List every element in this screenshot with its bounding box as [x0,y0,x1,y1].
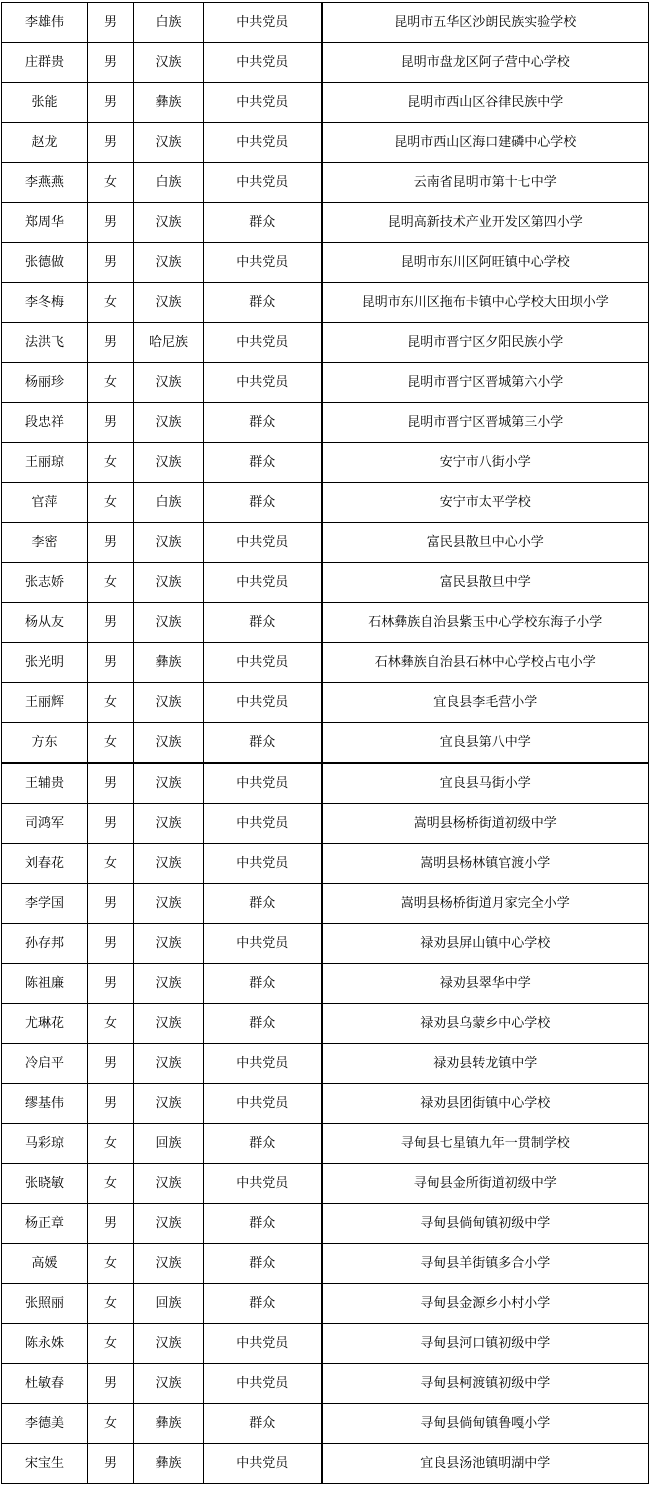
gender-cell: 男 [88,884,134,924]
gender-cell: 男 [88,123,134,163]
table-row [2,163,649,203]
table-row [2,203,649,243]
ethnicity-cell: 汉族 [134,804,204,844]
name-cell: 李密 [2,523,88,563]
table-row [2,403,649,443]
ethnicity-cell: 汉族 [134,723,204,764]
school-cell: 昆明市晋宁区晋城第六小学 [322,363,649,403]
gender-cell: 男 [88,403,134,443]
table-body [2,3,649,1484]
political-status-cell: 群众 [204,403,322,443]
ethnicity-cell: 汉族 [134,523,204,563]
school-cell: 安宁市八街小学 [322,443,649,483]
table-row [2,964,649,1004]
gender-cell: 男 [88,643,134,683]
political-status-cell: 群众 [204,603,322,643]
name-cell: 高媛 [2,1244,88,1284]
school-cell: 寻甸县七星镇九年一贯制学校 [322,1124,649,1164]
gender-cell: 男 [88,1444,134,1484]
political-status-cell: 群众 [204,1004,322,1044]
name-cell: 王辅贵 [2,763,88,804]
table-row [2,723,649,764]
gender-cell: 女 [88,483,134,523]
gender-cell: 男 [88,243,134,283]
school-cell: 禄劝县屏山镇中心学校 [322,924,649,964]
ethnicity-cell: 汉族 [134,763,204,804]
school-cell: 昆明市西山区谷律民族中学 [322,83,649,123]
ethnicity-cell: 汉族 [134,924,204,964]
table-row [2,1124,649,1164]
gender-cell: 女 [88,1404,134,1444]
school-cell: 禄劝县翠华中学 [322,964,649,1004]
name-cell: 官萍 [2,483,88,523]
name-cell: 李燕燕 [2,163,88,203]
ethnicity-cell: 汉族 [134,1204,204,1244]
political-status-cell: 中共党员 [204,924,322,964]
school-cell: 昆明市东川区阿旺镇中心学校 [322,243,649,283]
name-cell: 李德美 [2,1404,88,1444]
gender-cell: 男 [88,964,134,1004]
table-row [2,43,649,83]
name-cell: 陈永姝 [2,1324,88,1364]
political-status-cell: 中共党员 [204,1364,322,1404]
personnel-table [1,2,649,1484]
ethnicity-cell: 汉族 [134,363,204,403]
gender-cell: 女 [88,443,134,483]
school-cell: 昆明市盘龙区阿子营中心学校 [322,43,649,83]
name-cell: 宋宝生 [2,1444,88,1484]
political-status-cell: 中共党员 [204,563,322,603]
table-row [2,884,649,924]
political-status-cell: 群众 [204,884,322,924]
ethnicity-cell: 汉族 [134,1004,204,1044]
school-cell: 寻甸县柯渡镇初级中学 [322,1364,649,1404]
table-row [2,83,649,123]
name-cell: 李冬梅 [2,283,88,323]
ethnicity-cell: 汉族 [134,1044,204,1084]
school-cell: 禄劝县乌蒙乡中心学校 [322,1004,649,1044]
political-status-cell: 中共党员 [204,3,322,43]
name-cell: 段忠祥 [2,403,88,443]
gender-cell: 男 [88,1364,134,1404]
table-row [2,563,649,603]
table-row [2,804,649,844]
table-row [2,1204,649,1244]
ethnicity-cell: 汉族 [134,403,204,443]
table-row [2,1404,649,1444]
name-cell: 郑周华 [2,203,88,243]
ethnicity-cell: 白族 [134,3,204,43]
name-cell: 杨从友 [2,603,88,643]
name-cell: 张照丽 [2,1284,88,1324]
name-cell: 缪基伟 [2,1084,88,1124]
table-row [2,1284,649,1324]
gender-cell: 男 [88,1044,134,1084]
table-row [2,3,649,43]
table-row [2,924,649,964]
gender-cell: 女 [88,683,134,723]
table-row [2,603,649,643]
gender-cell: 男 [88,804,134,844]
table-row [2,844,649,884]
name-cell: 冷启平 [2,1044,88,1084]
school-cell: 宜良县第八中学 [322,723,649,764]
name-cell: 张德做 [2,243,88,283]
political-status-cell: 群众 [204,1124,322,1164]
gender-cell: 女 [88,283,134,323]
gender-cell: 男 [88,203,134,243]
table-row [2,643,649,683]
political-status-cell: 中共党员 [204,763,322,804]
school-cell: 寻甸县金源乡小村小学 [322,1284,649,1324]
ethnicity-cell: 汉族 [134,43,204,83]
political-status-cell: 群众 [204,443,322,483]
political-status-cell: 中共党员 [204,163,322,203]
ethnicity-cell: 汉族 [134,123,204,163]
table-row [2,683,649,723]
political-status-cell: 群众 [204,483,322,523]
school-cell: 寻甸县河口镇初级中学 [322,1324,649,1364]
table-row [2,243,649,283]
political-status-cell: 中共党员 [204,243,322,283]
political-status-cell: 群众 [204,1404,322,1444]
school-cell: 昆明市晋宁区晋城第三小学 [322,403,649,443]
political-status-cell: 中共党员 [204,1324,322,1364]
gender-cell: 女 [88,1004,134,1044]
gender-cell: 男 [88,763,134,804]
gender-cell: 女 [88,1324,134,1364]
political-status-cell: 中共党员 [204,43,322,83]
name-cell: 法洪飞 [2,323,88,363]
political-status-cell: 中共党员 [204,643,322,683]
name-cell: 马彩琼 [2,1124,88,1164]
school-cell: 石林彝族自治县石林中心学校占屯小学 [322,643,649,683]
school-cell: 禄劝县团街镇中心学校 [322,1084,649,1124]
gender-cell: 男 [88,83,134,123]
political-status-cell: 中共党员 [204,804,322,844]
school-cell: 嵩明县杨桥街道月家完全小学 [322,884,649,924]
political-status-cell: 群众 [204,1284,322,1324]
table-row [2,123,649,163]
ethnicity-cell: 彝族 [134,1404,204,1444]
name-cell: 孙存邦 [2,924,88,964]
ethnicity-cell: 彝族 [134,83,204,123]
ethnicity-cell: 汉族 [134,1084,204,1124]
table-row [2,483,649,523]
school-cell: 昆明市五华区沙朗民族实验学校 [322,3,649,43]
ethnicity-cell: 汉族 [134,884,204,924]
gender-cell: 女 [88,1164,134,1204]
ethnicity-cell: 汉族 [134,443,204,483]
school-cell: 云南省昆明市第十七中学 [322,163,649,203]
name-cell: 王丽琼 [2,443,88,483]
political-status-cell: 中共党员 [204,363,322,403]
name-cell: 张光明 [2,643,88,683]
name-cell: 张志娇 [2,563,88,603]
table-row [2,1364,649,1404]
political-status-cell: 群众 [204,723,322,764]
table-row [2,1244,649,1284]
gender-cell: 男 [88,43,134,83]
school-cell: 寻甸县倘甸镇鲁嘎小学 [322,1404,649,1444]
name-cell: 庄群贵 [2,43,88,83]
gender-cell: 女 [88,1124,134,1164]
political-status-cell: 中共党员 [204,523,322,563]
political-status-cell: 群众 [204,283,322,323]
ethnicity-cell: 汉族 [134,844,204,884]
table-row [2,1324,649,1364]
ethnicity-cell: 汉族 [134,1364,204,1404]
gender-cell: 男 [88,3,134,43]
gender-cell: 男 [88,924,134,964]
political-status-cell: 中共党员 [204,323,322,363]
gender-cell: 男 [88,603,134,643]
gender-cell: 女 [88,1284,134,1324]
table-row [2,1084,649,1124]
ethnicity-cell: 汉族 [134,603,204,643]
ethnicity-cell: 白族 [134,483,204,523]
gender-cell: 女 [88,563,134,603]
ethnicity-cell: 汉族 [134,283,204,323]
ethnicity-cell: 汉族 [134,1244,204,1284]
gender-cell: 女 [88,1244,134,1284]
gender-cell: 女 [88,723,134,764]
table-row [2,1004,649,1044]
political-status-cell: 中共党员 [204,844,322,884]
school-cell: 宜良县马街小学 [322,763,649,804]
political-status-cell: 群众 [204,203,322,243]
political-status-cell: 群众 [204,1244,322,1284]
school-cell: 昆明市晋宁区夕阳民族小学 [322,323,649,363]
ethnicity-cell: 回族 [134,1284,204,1324]
political-status-cell: 中共党员 [204,1084,322,1124]
table-row [2,363,649,403]
gender-cell: 女 [88,163,134,203]
name-cell: 司鸿军 [2,804,88,844]
gender-cell: 男 [88,1204,134,1244]
name-cell: 刘春花 [2,844,88,884]
table-row [2,763,649,804]
political-status-cell: 中共党员 [204,123,322,163]
school-cell: 昆明市西山区海口建磷中心学校 [322,123,649,163]
school-cell: 昆明高新技术产业开发区第四小学 [322,203,649,243]
school-cell: 禄劝县转龙镇中学 [322,1044,649,1084]
school-cell: 宜良县汤池镇明湖中学 [322,1444,649,1484]
ethnicity-cell: 彝族 [134,1444,204,1484]
gender-cell: 女 [88,844,134,884]
ethnicity-cell: 汉族 [134,203,204,243]
ethnicity-cell: 白族 [134,163,204,203]
table-row [2,1044,649,1084]
political-status-cell: 中共党员 [204,1444,322,1484]
name-cell: 杨正章 [2,1204,88,1244]
name-cell: 李学国 [2,884,88,924]
table-row [2,1164,649,1204]
ethnicity-cell: 汉族 [134,243,204,283]
political-status-cell: 中共党员 [204,683,322,723]
school-cell: 石林彝族自治县紫玉中心学校东海子小学 [322,603,649,643]
ethnicity-cell: 汉族 [134,1324,204,1364]
name-cell: 王丽辉 [2,683,88,723]
name-cell: 张晓敏 [2,1164,88,1204]
political-status-cell: 中共党员 [204,83,322,123]
name-cell: 陈祖廉 [2,964,88,1004]
political-status-cell: 中共党员 [204,1044,322,1084]
school-cell: 寻甸县羊街镇多合小学 [322,1244,649,1284]
ethnicity-cell: 彝族 [134,643,204,683]
school-cell: 宜良县李毛营小学 [322,683,649,723]
school-cell: 安宁市太平学校 [322,483,649,523]
school-cell: 富民县散旦中学 [322,563,649,603]
gender-cell: 男 [88,323,134,363]
table-row [2,523,649,563]
table-row [2,1444,649,1484]
name-cell: 赵龙 [2,123,88,163]
school-cell: 富民县散旦中心小学 [322,523,649,563]
name-cell: 尤琳花 [2,1004,88,1044]
school-cell: 寻甸县金所街道初级中学 [322,1164,649,1204]
ethnicity-cell: 汉族 [134,563,204,603]
ethnicity-cell: 汉族 [134,683,204,723]
name-cell: 杜敏春 [2,1364,88,1404]
table-row [2,443,649,483]
table-row [2,323,649,363]
ethnicity-cell: 回族 [134,1124,204,1164]
gender-cell: 女 [88,363,134,403]
name-cell: 李雄伟 [2,3,88,43]
gender-cell: 男 [88,523,134,563]
ethnicity-cell: 汉族 [134,964,204,1004]
ethnicity-cell: 哈尼族 [134,323,204,363]
school-cell: 嵩明县杨桥街道初级中学 [322,804,649,844]
table-row [2,283,649,323]
school-cell: 昆明市东川区拖布卡镇中心学校大田坝小学 [322,283,649,323]
school-cell: 嵩明县杨林镇官渡小学 [322,844,649,884]
political-status-cell: 中共党员 [204,1164,322,1204]
political-status-cell: 群众 [204,1204,322,1244]
name-cell: 张能 [2,83,88,123]
name-cell: 方东 [2,723,88,764]
school-cell: 寻甸县倘甸镇初级中学 [322,1204,649,1244]
name-cell: 杨丽珍 [2,363,88,403]
political-status-cell: 群众 [204,964,322,1004]
gender-cell: 男 [88,1084,134,1124]
ethnicity-cell: 汉族 [134,1164,204,1204]
